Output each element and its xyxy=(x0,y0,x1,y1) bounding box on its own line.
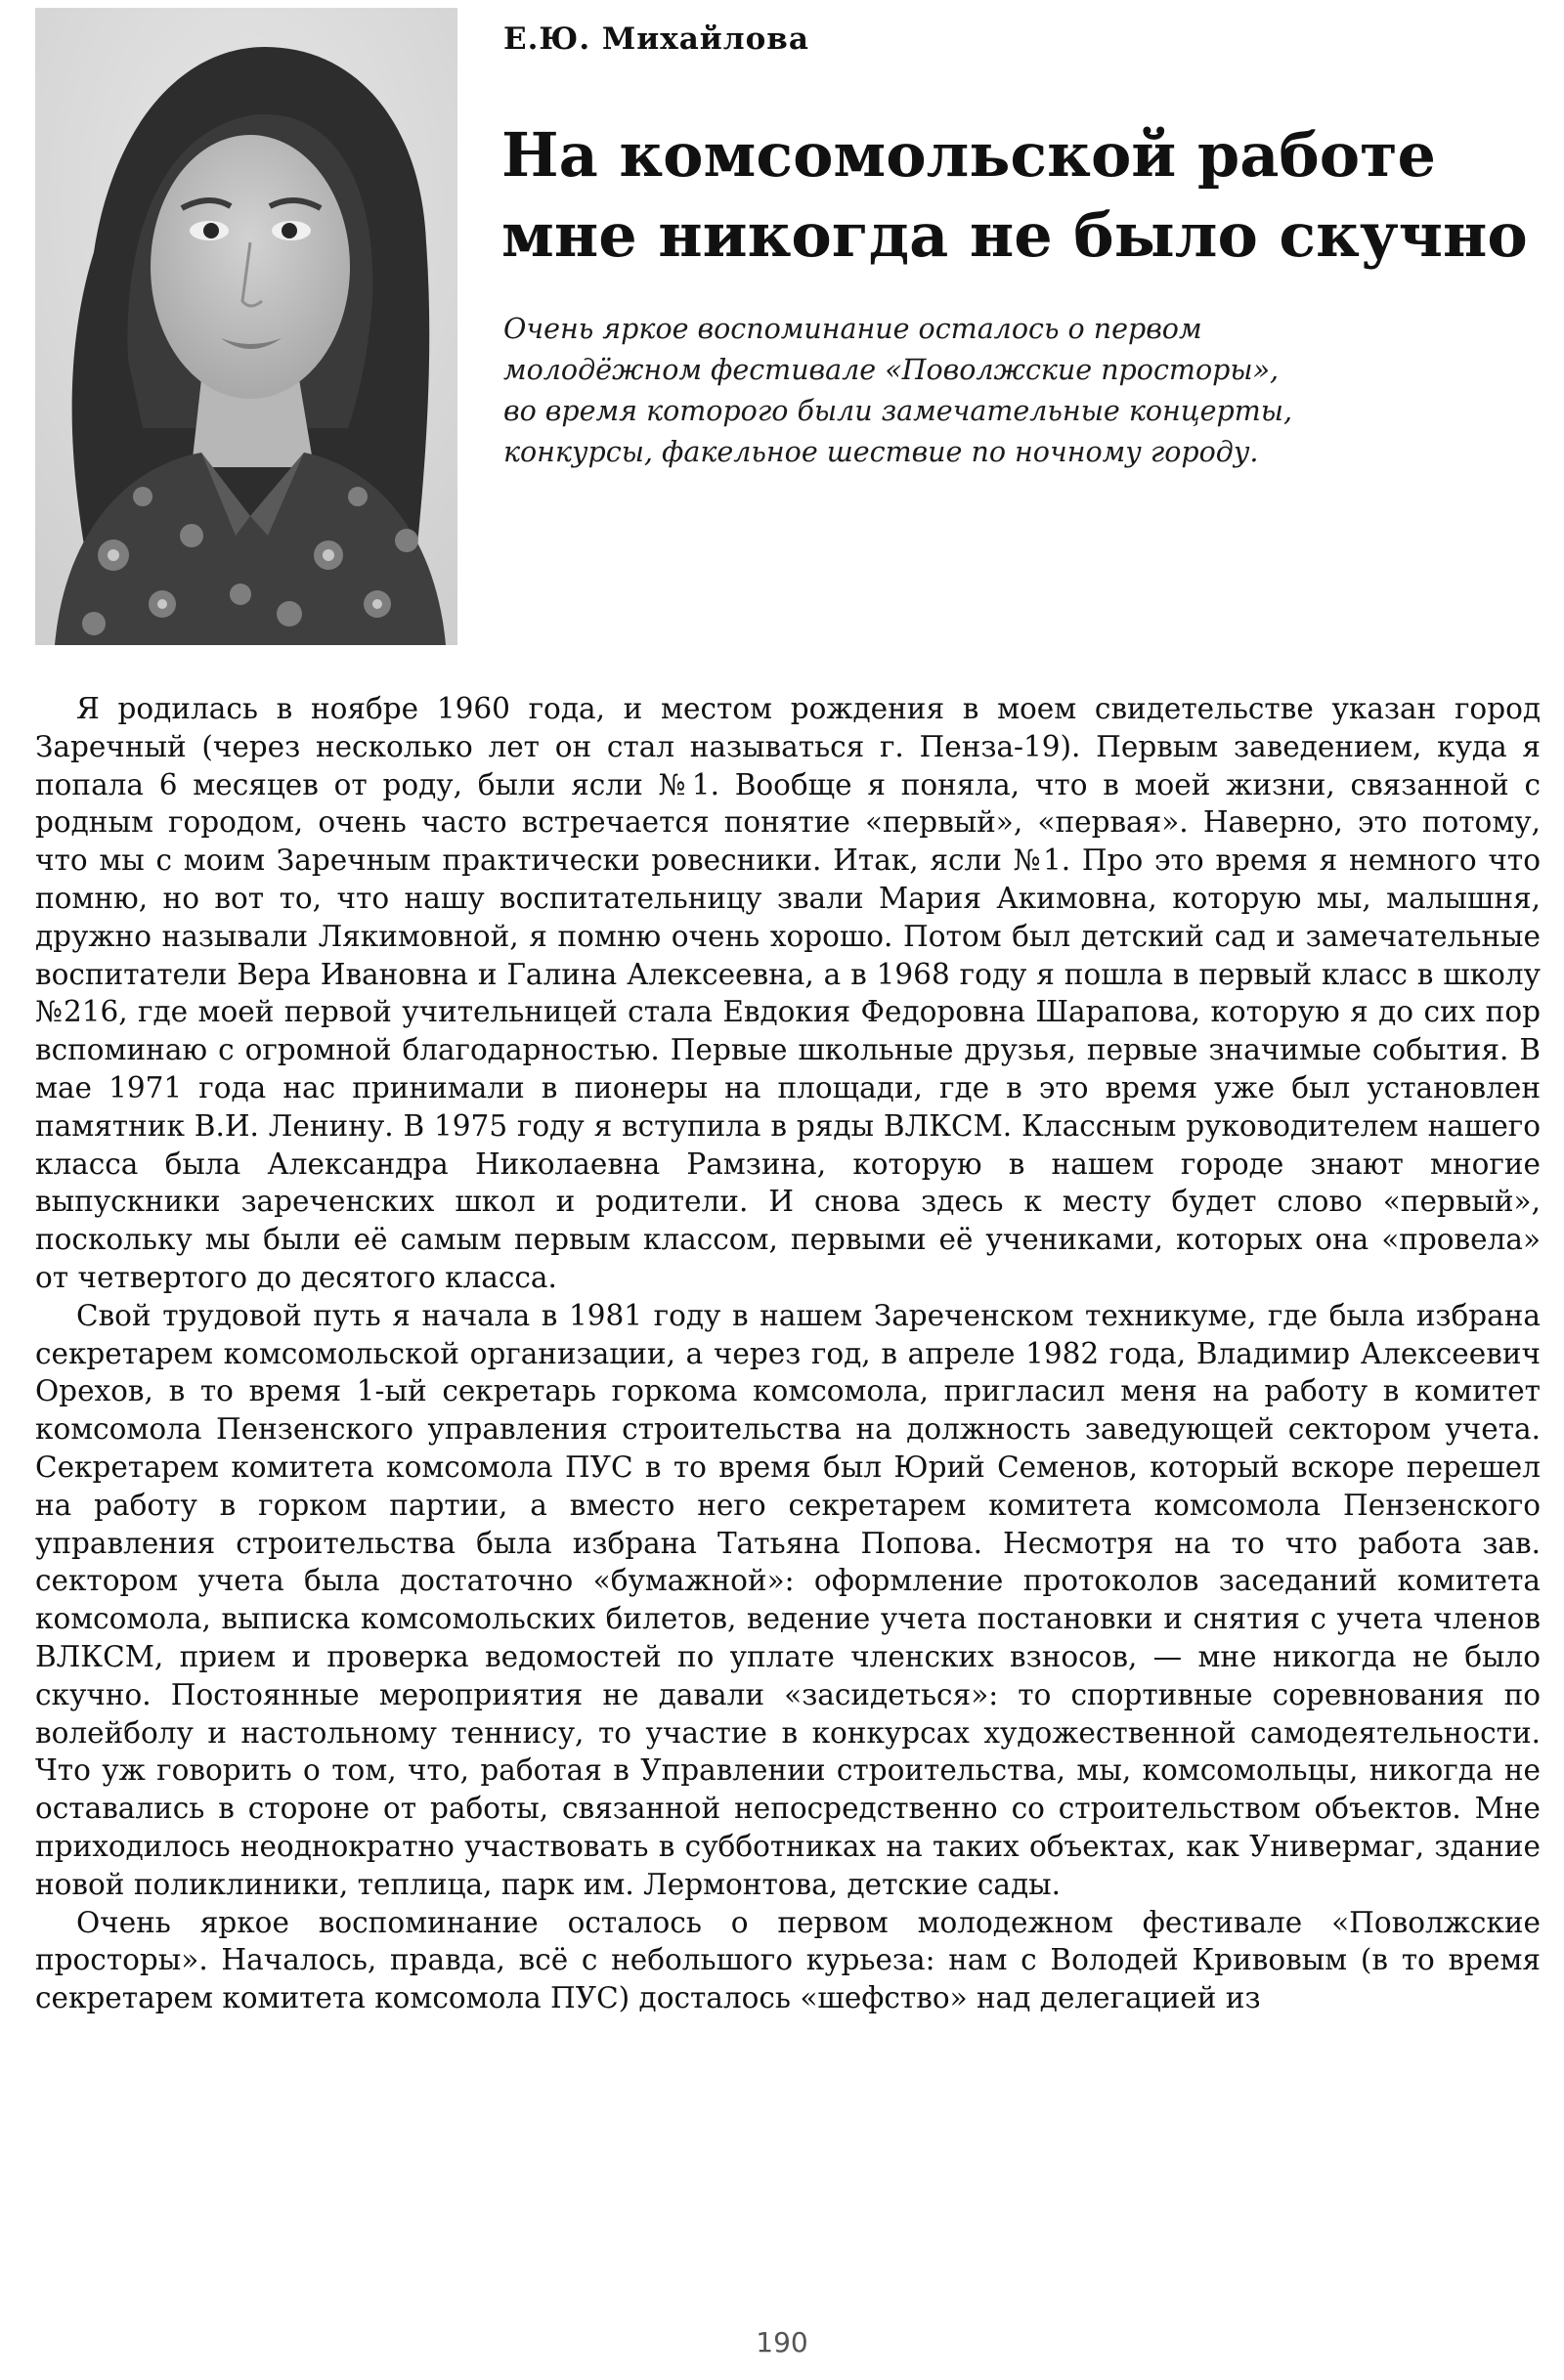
author-portrait-photo xyxy=(35,8,457,645)
title-line: На комсомольской работе xyxy=(501,119,1436,191)
body-paragraph: Свой трудовой путь я начала в 1981 году в нашем Зареченском техникуме, где была избрана секретарем комсомольской организации, а через год, в апреле 1982 года, Владимир Алексеевич Орехов, в то время 1-ый секретарь горкома комсомола, пригласил меня на работу в комитет комсомола Пензенского управления строительства на должность заведующей сектором учета. Секретарем комитета комсомола ПУС в то время был Юрий Семенов, который вскоре перешел на работу в горком партии, а вместо него секретарем комитета комсомола Пензенского управления строительства была избрана Татьяна Попова. Несмотря на то что работа зав. сектором учета была достаточно «бумажной»: оформление протоколов заседаний комитета комсомола, выписка комсомольских билетов, ведение учета постановки и снятия с учета членов ВЛКСМ, прием и проверка ведомостей по уплате членских взносов, — мне никогда не было скучно. Постоянные мероприятия не давали «засидеться»: то спортивные соревнования по волейболу и настольному теннису, то участие в конкурсах художественной самодеятельности. Что уж говорить о том, что, работая в Управлении строительства, мы, комсомольцы, никогда не оставались в стороне от работы, связанной непосредственно со строительством объектов. Мне приходилось неоднократно участвовать в субботниках на таких объектах, как Универмаг, здание новой поликлиники, теплица, парк им. Лермонтова, детские сады. xyxy=(35,1298,1541,1901)
lead-line: конкурсы, факельное шествие по ночному городу. xyxy=(503,436,1259,468)
body-paragraph: Я родилась в ноябре 1960 года, и местом рождения в моем свидетельстве указан город Заречный (через несколько лет он стал называться г. Пенза-19). Первым заведением, куда я попала 6 месяцев от роду, были ясли №1. Вообще я поняла, что в моей жизни, связанной с родным городом, очень часто встречается понятие «первый», «первая». Наверно, это потому, что мы с моим Заречным практически ровесники. Итак, ясли №1. Про это время я немного что помню, но вот то, что нашу воспитательницу звали Мария Акимовна, которую мы, малышня, дружно называли Лякимовной, я помню очень хорошо. Потом был детский сад и замечательные воспитатели Вера Ивановна и Галина Алексеевна, а в 1968 году я пошла в первый класс в школу №216, где моей первой учительницей стала Евдокия Федоровна Шарапова, которую я до сих пор вспоминаю с огромной благодарностью. Первые школьные друзья, первые значимые события. В мае 1971 года нас принимали в пионеры на площади, где в это время уже был установлен памятник В.И. Ленину. В 1975 году я вступила в ряды ВЛКСМ. Классным руководителем нашего класса была Александра Николаевна Рамзина, которую в нашем городе знают многие выпускники зареченских школ и родители. И снова здесь к месту будет слово «первый», поскольку мы были её самым первым классом, первыми её учениками, которых она «провела» от четвертого до десятого класса. xyxy=(35,692,1541,1294)
article-body xyxy=(35,690,1541,2017)
title-line: мне никогда не было скучно xyxy=(501,199,1528,271)
body-paragraph: Очень яркое воспоминание осталось о первом молодежном фестивале «Поволжские просторы». Началось, правда, всё с небольшого курьеза: нам с Володей Кривовым (в то время секретарем комитета комсомола ПУС) досталось «шефство» над делегацией из xyxy=(35,1905,1541,2015)
author-name: Е.Ю. Михайлова xyxy=(503,22,809,57)
page-number: 190 xyxy=(756,2326,808,2358)
lead-quote xyxy=(503,309,1530,473)
article-title xyxy=(501,115,1538,276)
lead-line: Очень яркое воспоминание осталось о первом xyxy=(503,313,1202,345)
lead-line: молодёжном фестивале «Поволжские просторы», xyxy=(503,354,1280,386)
lead-line: во время которого были замечательные концерты, xyxy=(503,395,1293,427)
